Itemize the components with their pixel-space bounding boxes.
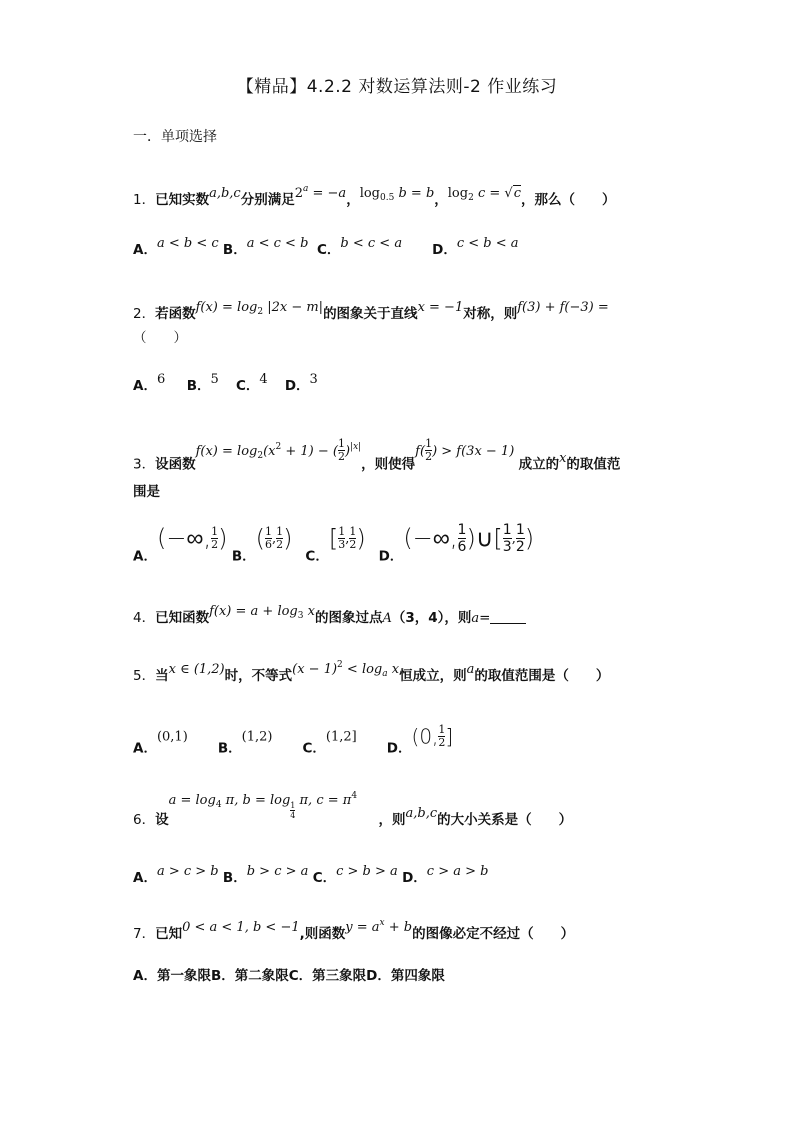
question-5-options: A．(0,1) B．(1,2) C．(1,2] D．(0, $\frac{1}{2}$ ] (133, 723, 454, 757)
question-3-cont: 围是 (133, 484, 160, 500)
question-5: 5．当x ∈ (1,2)时，不等式$(x - 1)^2 < \log_a x$恒成立，则a的取值范围是（ ） (133, 660, 610, 684)
question-3-options: A．(−∞, $\frac{1}{2}$ ) B．( $\frac{1}{6}$ , $\frac{1}{2}$ ) C．[ $\frac{1}{3}$ , $\frac{1}{2}$ ) D．(−∞, $\frac{1}{6}$ )∪[ $\frac{1}{3}$ , $\frac{1}{2}$ ) (133, 522, 535, 565)
answer-blank (490, 611, 526, 624)
document-title: 【精品】4.2.2 对数运算法则-2 作业练习 (236, 77, 558, 97)
question-2: 2．若函数$f(x) = \log_2 |2x - m|$的图象关于直线x = −1对称，则f(3) + f(−3) = (133, 300, 609, 322)
question-7-options: A．第一象限B．第二象限C．第三象限D．第四象限 (133, 968, 445, 984)
section-heading: 一．单项选择 (133, 129, 217, 145)
question-1: 1．已知实数a,b,c分别满足$2^a = -a$，$\log_{0.5} b = b$，$\log_2 c = √c$，那么（ ） (133, 184, 616, 208)
question-4: 4．已知函数$f(x) = a + \log_3 x$的图象过点A（3，4），则a= (133, 606, 526, 628)
question-2-options: A．6 B．5 C．4 D．3 (133, 372, 318, 394)
question-7: 7．已知0 < a < 1, b < −1,则函数$y = a^x + b$的图像必定不经过（ ） (133, 918, 575, 942)
question-6-options: A．a > c > b B．b > c > a C．c > b > a D．c > a > b (133, 864, 489, 886)
question-3: 3．设函数$f(x) = \log_2(x^2 + 1)$ − ( $\frac{1}{2}$ )$^{|x|}$，则使得f( $\frac{1}{2}$ ) > f(3x − 1) 成立的x的取值范 (133, 437, 621, 473)
question-2-paren: （ ） (133, 330, 187, 346)
question-1-options: A．a < b < c B．a < c < b C．b < c < a D．c < b < a (133, 236, 519, 258)
question-6: 6．设$a = \log_4 \pi$, b = log $\frac{1}{4}$ π, $c = \pi^4$ ，则a,b,c的大小关系是（ ） (133, 791, 573, 828)
